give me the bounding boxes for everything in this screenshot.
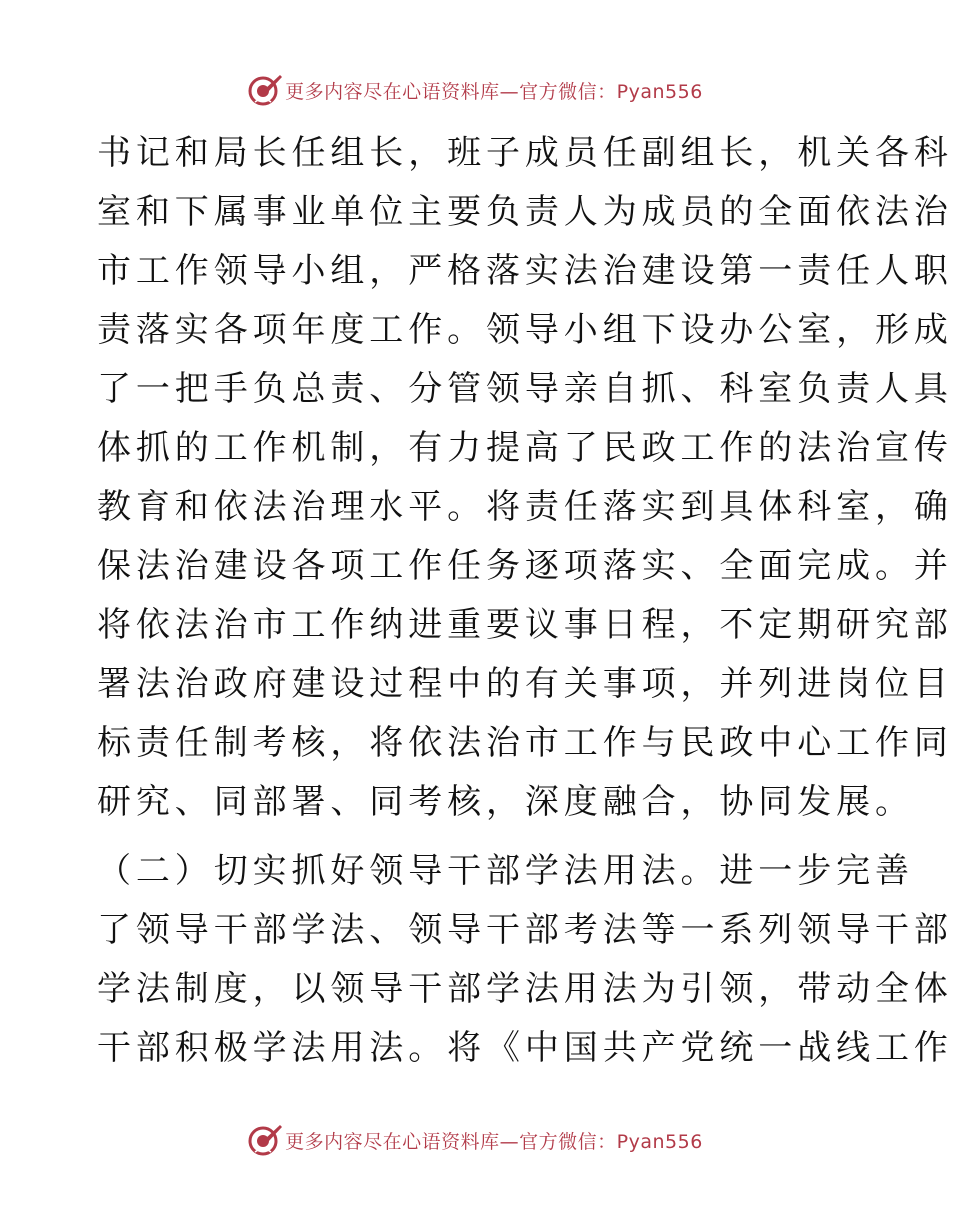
text-line: 署法治政府建设过程中的有关事项，并列进岗位目: [97, 664, 953, 704]
watermark-text: 更多内容尽在心语资料库—官方微信：Pyan556: [285, 80, 703, 103]
text-line: 了一把手负总责、分管领导亲自抓、科室负责人具: [97, 369, 953, 409]
text-line: 标责任制考核，将依法治市工作与民政中心工作同: [97, 723, 953, 763]
section-heading-line: （二）切实抓好领导干部学法用法。进一步完善: [97, 851, 914, 891]
document-body: [97, 124, 953, 1078]
header-watermark-banner: [0, 70, 950, 110]
text-line: 干部积极学法用法。将《中国共产党统一战线工作: [97, 1028, 953, 1068]
text-line: 室和下属事业单位主要负责人为成员的全面依法治: [97, 192, 953, 232]
text-line: 体抓的工作机制，有力提高了民政工作的法治宣传: [97, 428, 953, 468]
text-line: 学法制度，以领导干部学法用法为引领，带动全体: [97, 969, 953, 1009]
watermark-text: 更多内容尽在心语资料库—官方微信：Pyan556: [285, 1130, 703, 1153]
text-line: 研究、同部署、同考核，深度融合，协同发展。: [97, 782, 914, 822]
text-line: 教育和依法治理水平。将责任落实到具体科室，确: [97, 487, 953, 527]
paragraph-2: [97, 842, 953, 1078]
text-line: 市工作领导小组，严格落实法治建设第一责任人职: [97, 251, 953, 291]
text-line: 责落实各项年度工作。领导小组下设办公室，形成: [97, 310, 953, 350]
text-line: 书记和局长任组长，班子成员任副组长，机关各科: [97, 133, 953, 173]
paragraph-spacer: [97, 832, 857, 842]
footer-watermark-banner: [0, 1120, 950, 1160]
paragraph-1: [97, 124, 953, 832]
pen-logo-icon: [247, 1122, 283, 1158]
text-line: 了领导干部学法、领导干部考法等一系列领导干部: [97, 910, 953, 950]
pen-logo-icon: [247, 72, 283, 108]
text-line: 保法治建设各项工作任务逐项落实、全面完成。并: [97, 546, 953, 586]
text-line: 将依法治市工作纳进重要议事日程，不定期研究部: [97, 605, 953, 645]
